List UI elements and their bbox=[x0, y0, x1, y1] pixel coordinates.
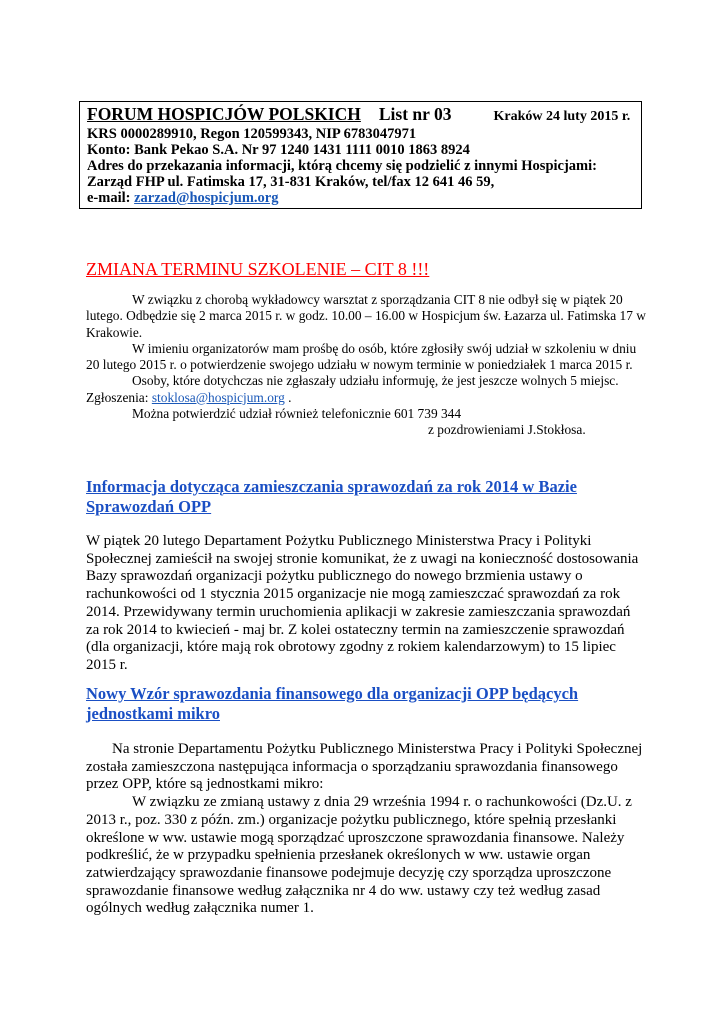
training-paragraph-4: Można potwierdzić udział również telefonicznie 601 739 344 bbox=[132, 406, 462, 422]
signup-end: . bbox=[284, 389, 292, 405]
training-paragraph-2: W imieniu organizatorów mam prośbę do osób, które zgłosiły swój udział w szkoleniu w dniu 20 lutego 2015 r. o potwierdzenie swojego udziału w nowym terminie w poniedziałek 1 marca 2015 r. bbox=[86, 340, 637, 373]
email-label: e-mail: bbox=[87, 190, 135, 206]
krs-line: KRS 0000289910, Regon 120599343, NIP 6783047971 bbox=[87, 126, 417, 142]
signature-greeting: z pozdrowieniami J.Stokłosa. bbox=[428, 422, 586, 438]
section-training-body bbox=[86, 292, 646, 439]
financial-intro-paragraph: Na stronie Departamentu Pożytku Publicznego Ministerstwa Pracy i Polityki Społecznej została zamieszczona następująca informacja o sporządzaniu sprawozdania finansowego przez OPP, które są jednostkami mikro: bbox=[86, 741, 643, 793]
signup-label: Zgłoszenia: bbox=[86, 389, 152, 405]
section-training-title: ZMIANA TERMINU SZKOLENIE – CIT 8 !!! bbox=[86, 259, 430, 279]
letter-number: List nr 03 bbox=[378, 104, 452, 124]
signup-email-link[interactable]: stoklosa@hospicjum.org bbox=[151, 389, 285, 405]
signup-line bbox=[86, 390, 646, 406]
training-paragraph-1: W związku z chorobą wykładowcy warsztat z sporządzania CIT 8 nie odbył się w piątek 20 lutego. Odbędzie się 2 marca 2015 r. w godz. 10.00 – 16.00 w Hospicjum św. Łazarza ul. Fatimska 17 w Krakowie. bbox=[86, 292, 646, 340]
section-reports-body bbox=[86, 533, 646, 675]
letter-date: Kraków 24 luty 2015 r. bbox=[493, 109, 631, 124]
letterhead-box bbox=[79, 101, 642, 209]
board-address-line: Zarząd FHP ul. Fatimska 17, 31-831 Kraków, tel/fax 12 641 46 59, bbox=[87, 174, 495, 190]
address-intro: Adres do przekazania informacji, którą chcemy się podzielić z innymi Hospicjami: bbox=[87, 158, 597, 174]
section-financial-template-body bbox=[86, 741, 646, 918]
letterhead-title-row bbox=[87, 105, 641, 126]
email-line bbox=[87, 190, 641, 206]
organization-name: FORUM HOSPICJÓW POLSKICH bbox=[87, 104, 361, 124]
reports-paragraph: W piątek 20 lutego Departament Pożytku Publicznego Ministerstwa Pracy i Polityki Społecznej zamieścił na swojej stronie komunikat, że z uwagi na konieczność dostosowania Bazy sprawozdań organizacji pożytku publicznego do nowego brzmienia ustawy o rachunkowości od 1 stycznia 2015 organizacje nie mogą zamieszczać sprawozdań za rok 2014. Przewidywany termin uruchomienia aplikacji w zakresie zamieszczania sprawozdań za rok 2014 to kwiecień - maj br. Z kolei ostateczny termin na zamieszczenie sprawozdań (dla organizacji, które mają rok obrotowy zgodny z rokiem kalendarzowym) to 15 lipiec 2015 r. bbox=[86, 533, 639, 673]
board-email-link[interactable]: zarzad@hospicjum.org bbox=[134, 190, 279, 206]
training-paragraph-3: Osoby, które dotychczas nie zgłaszały udziału informuję, że jest jeszcze wolnych 5 miejsc. bbox=[132, 373, 619, 389]
financial-body-paragraph: W związku ze zmianą ustawy z dnia 29 września 1994 r. o rachunkowości (Dz.U. z 2013 r., poz. 330 z późn. zm.) organizacje pożytku publicznego, które spełnią przesłanki określone w ww. ustawie mogą sporządzać uproszczone sprawozdania finansowe. Należy podkreślić, że w przypadku spełnienia przesłanek określonych w ww. ustawie organ zatwierdzający sprawozdanie finansowe podejmuje decyzję czy sporządza uproszczone sprawozdanie finansowe według załącznika nr 4 do ww. ustawy czy też według zasad ogólnych według załącznika numer 1. bbox=[86, 794, 632, 917]
section-financial-template-heading[interactable]: Nowy Wzór sprawozdania finansowego dla organizacji OPP będących jednostkami mikro bbox=[86, 684, 579, 723]
section-reports-heading[interactable]: Informacja dotycząca zamieszczania sprawozdań za rok 2014 w Bazie Sprawozdań OPP bbox=[86, 477, 577, 516]
bank-account-line: Konto: Bank Pekao S.A. Nr 97 1240 1431 1111 0010 1863 8924 bbox=[87, 142, 470, 158]
